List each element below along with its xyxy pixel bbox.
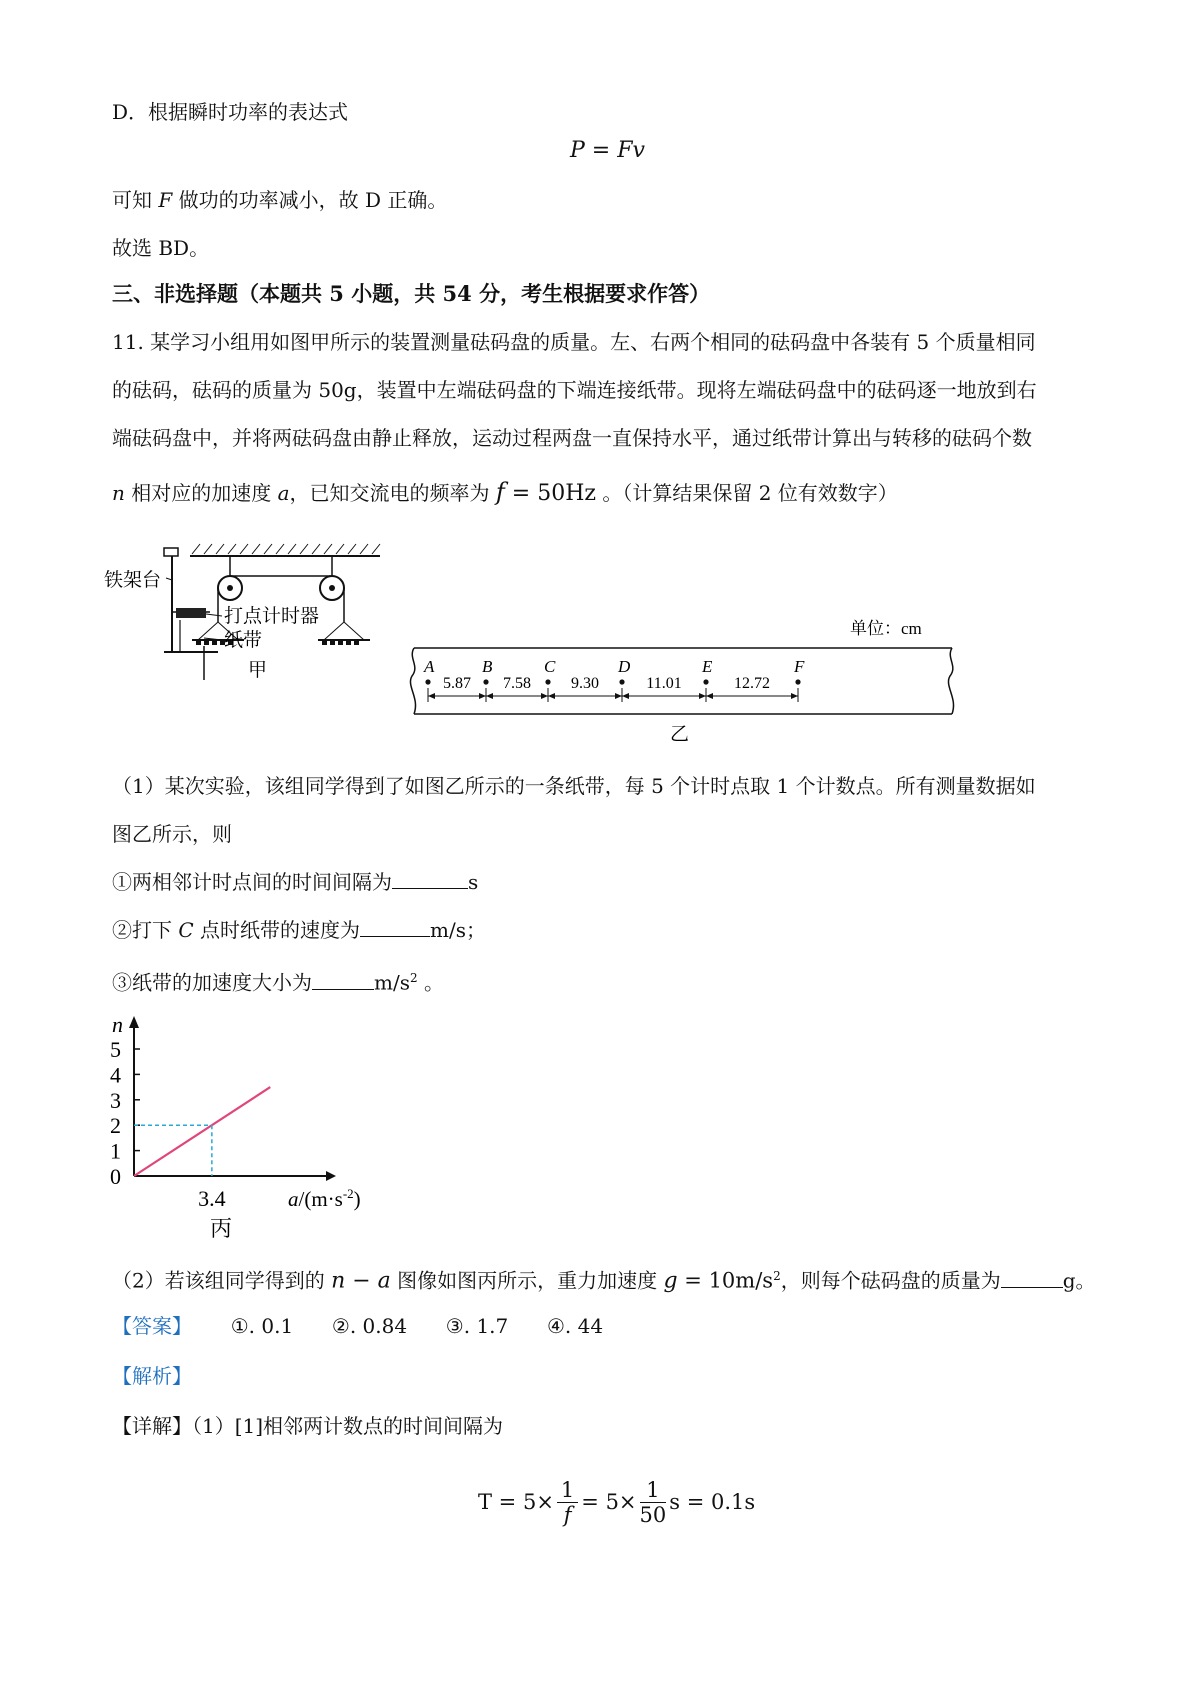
fraction-1-den: f: [563, 1502, 572, 1527]
y-tick-label-4: 4: [110, 1062, 121, 1088]
tape-arrow-left: [622, 693, 629, 699]
answer-item-1: ①. 0.1: [230, 1314, 294, 1338]
tape-point-label-E: E: [702, 657, 713, 676]
y-axis-arrow: [129, 1016, 139, 1028]
answer-item-4: ④. 44: [546, 1314, 604, 1338]
q1-text: ①两相邻计时点间的时间间隔为: [112, 870, 392, 894]
part2-mid: 图像如图丙所示，重力加速度: [390, 1268, 664, 1293]
answer-label: 【答案】: [112, 1314, 192, 1338]
analysis-label: 【解析】: [112, 1364, 192, 1388]
option-d: [112, 98, 348, 126]
formula-lhs: T = 5×: [478, 1490, 554, 1514]
q3-post: 。: [417, 970, 444, 995]
y-tick-label-2: 2: [110, 1113, 121, 1139]
part1-q2: [112, 916, 486, 944]
q2-pre: ②打下: [112, 918, 179, 942]
caption-bing: 丙: [210, 1216, 233, 1241]
part2-graph: n − a: [331, 1268, 391, 1294]
tape-distance-4: 12.72: [734, 675, 770, 692]
tape-arrow-right: [541, 693, 548, 699]
part2-g: g: [663, 1268, 678, 1294]
q11-line-1: 11. 某学习小组用如图甲所示的装置测量砝码盘的质量。左、右两个相同的砝码盘中各装有 5 个质量相同: [112, 330, 1036, 354]
formula-power: P = Fv: [570, 138, 645, 163]
y-tick-label-1: 1: [110, 1138, 121, 1164]
tape-unit: 单位：cm: [850, 619, 922, 638]
var-n: n: [112, 481, 125, 505]
conclusion-pre: 可知: [112, 188, 159, 212]
tape-point-label-D: D: [618, 657, 631, 676]
timer-body: [176, 608, 206, 618]
label-iron-stand: 铁架台: [104, 570, 162, 591]
conclusion-post: 做功的功率减小，故 D 正确。: [172, 188, 448, 212]
answer-item-3: ③. 1.7: [445, 1314, 509, 1338]
q3-sup: 2: [409, 971, 418, 985]
tape-dot-B: [483, 679, 488, 684]
tape-dot-C: [545, 679, 550, 684]
tape-arrow-right: [791, 693, 798, 699]
tape-point-label-B: B: [482, 657, 493, 676]
tape-distance-1: 7.58: [503, 675, 531, 692]
q2-var: C: [178, 918, 194, 942]
tape-point-label-F: F: [794, 657, 805, 676]
tape-distance-0: 5.87: [443, 675, 471, 692]
part1-q1: [112, 868, 478, 896]
part2-gsup: 2: [773, 1269, 781, 1283]
tape-figure: [408, 612, 968, 742]
tape-dot-D: [619, 679, 624, 684]
y-tick-label-5: 5: [110, 1037, 121, 1062]
q1-unit: s: [468, 870, 479, 894]
detail-text: （1）[1]相邻两计数点的时间间隔为: [192, 1414, 504, 1438]
part1-q3: [112, 964, 444, 997]
apparatus-figure: [100, 540, 400, 740]
answer-item-2: ②. 0.84: [331, 1314, 408, 1338]
detail-line: [112, 1412, 503, 1440]
q1-answer-blank[interactable]: [392, 868, 468, 889]
tape-arrow-right: [479, 693, 486, 699]
label-tape: 纸带: [224, 630, 263, 651]
formula-period: [478, 1462, 755, 1542]
part1-line-2: 图乙所示，则: [112, 822, 232, 846]
tape-dot-E: [703, 679, 708, 684]
text-post: 。（计算结果保留 2 位有效数字）: [596, 481, 898, 505]
option-d-conclusion: [112, 186, 447, 214]
q3-answer-blank[interactable]: [312, 969, 374, 990]
detail-label: 【详解】: [112, 1414, 192, 1438]
q2-unit: m/s；: [430, 918, 486, 942]
right-pan: [318, 622, 370, 645]
tape-arrow-right: [615, 693, 622, 699]
y-tick-label-3: 3: [110, 1087, 121, 1113]
formula-mid: = 5×: [581, 1490, 637, 1514]
fraction-2: [640, 1478, 667, 1527]
part2-gval: = 10m/s: [677, 1268, 774, 1293]
tape-point-label-C: C: [544, 657, 556, 676]
text-a-pre: 相对应的加速度: [124, 481, 278, 505]
caption-yi: 乙: [670, 724, 690, 742]
freq-value: = 50Hz: [504, 481, 596, 506]
conclusion-var: F: [158, 188, 173, 212]
part2-post2: g。: [1062, 1268, 1096, 1293]
q11-line-3: 端砝码盘中，并将两砝码盘由静止释放，运动过程两盘一直保持水平，通过纸带计算出与转移的砝码个数: [112, 426, 1032, 450]
part1-line-1: （1）某次实验，该组同学得到了如图乙所示的一条纸带，每 5 个计时点取 1 个计数点。所有测量数据如: [112, 774, 1036, 798]
fraction-2-num: 1: [640, 1478, 665, 1503]
q2-answer-blank[interactable]: [360, 916, 430, 937]
tape-dot-F: [795, 679, 800, 684]
x-axis-label: $a/(m\cdot s^{-2})$: [288, 1186, 361, 1211]
fraction-1-num: 1: [557, 1478, 578, 1503]
q2-mid: 点时纸带的速度为: [193, 918, 361, 942]
var-a: a: [277, 481, 290, 505]
var-f: f: [495, 478, 505, 506]
tape-arrow-left: [706, 693, 713, 699]
q3-unit: m/s: [374, 970, 410, 995]
caption-jia: 甲: [248, 660, 268, 681]
tape-arrow-left: [486, 693, 493, 699]
q11-line-2: 的砝码，砝码的质量为 50g，装置中左端砝码盘的下端连接纸带。现将左端砝码盘中的砝码逐一地放到右: [112, 378, 1037, 402]
tape-arrow-left: [428, 693, 435, 699]
n-a-line: [134, 1087, 270, 1176]
q3-pre: ③纸带的加速度大小为: [112, 970, 312, 995]
tape-arrow-left: [548, 693, 555, 699]
option-d-text: 根据瞬时功率的表达式: [148, 100, 349, 124]
tape-arrow-right: [699, 693, 706, 699]
choose-line: 故选 BD。: [112, 236, 210, 260]
y-axis-label: n: [112, 1012, 123, 1037]
x-axis-arrow: [326, 1171, 336, 1181]
label-timer: 打点计时器: [224, 606, 320, 627]
option-d-label: D．: [112, 100, 149, 124]
part2-pre: （2）若该组同学得到的: [112, 1268, 332, 1293]
tape-point-label-A: A: [424, 657, 435, 676]
n-a-chart: [104, 1004, 404, 1244]
y-tick-label-0: 0: [110, 1164, 121, 1189]
x-tick-label-3.4: 3.4: [198, 1186, 226, 1211]
fraction-2-den: 50: [639, 1502, 667, 1527]
answer-line: [112, 1312, 603, 1340]
tape-dot-A: [425, 679, 430, 684]
part2-post1: ，则每个砝码盘的质量为: [780, 1268, 1001, 1293]
fraction-1: [557, 1478, 578, 1527]
part2-line: [112, 1262, 1096, 1296]
tape-distance-3: 11.01: [646, 675, 682, 692]
q11-line-4: [112, 478, 898, 508]
part2-answer-blank[interactable]: [1001, 1267, 1063, 1288]
section-heading: 三、非选择题（本题共 5 小题，共 54 分，考生根据要求作答）: [112, 281, 711, 306]
text-a-post: ，已知交流电的频率为: [289, 481, 496, 505]
tape-distance-2: 9.30: [571, 675, 599, 692]
formula-rhs: s = 0.1s: [669, 1490, 756, 1514]
